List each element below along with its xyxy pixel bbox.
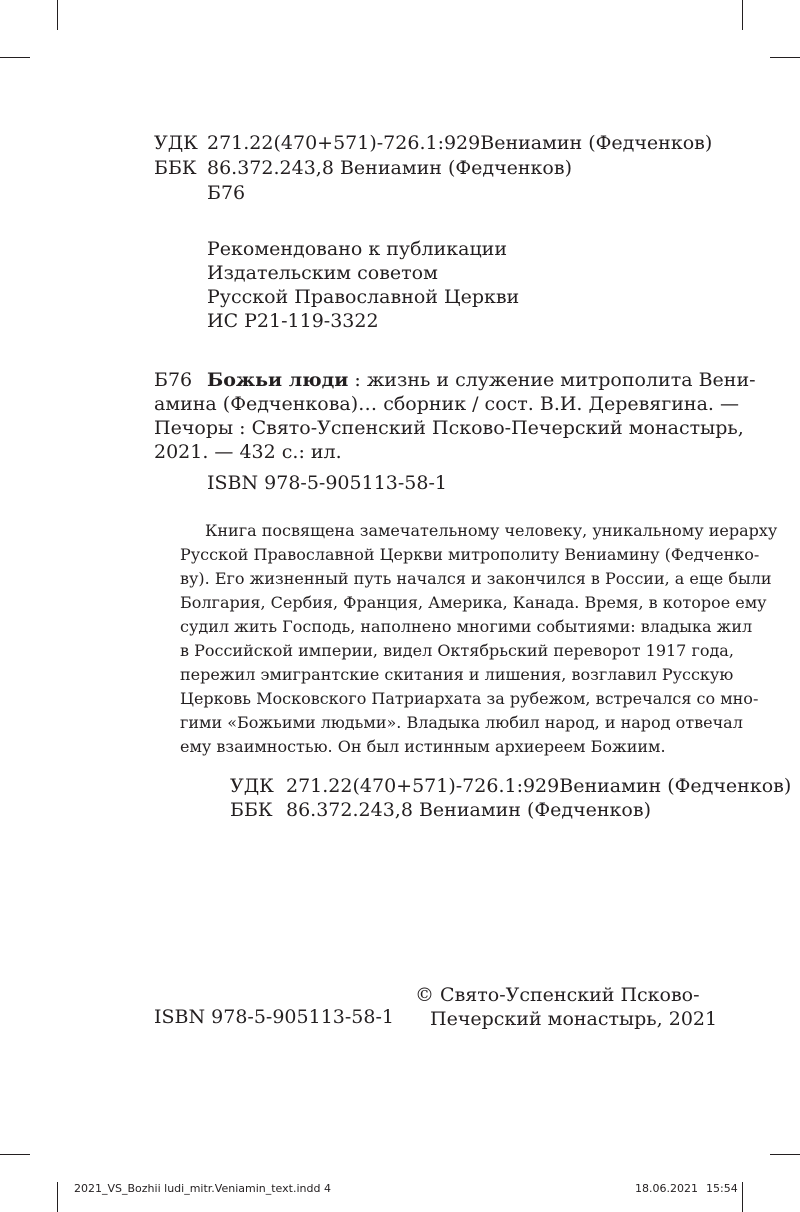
udk-label-2: УДК bbox=[230, 775, 274, 797]
bbk-label-2: ББК bbox=[230, 799, 273, 821]
annotation-line: ву). Его жизненный путь начался и закончился в России, а еще были bbox=[180, 569, 772, 588]
recommendation-line: ИС Р21-119-3322 bbox=[207, 310, 379, 332]
book-title: Божьи люди bbox=[207, 369, 349, 391]
crop-mark-top-right bbox=[742, 0, 743, 30]
udk-label: УДК bbox=[154, 132, 198, 154]
bbk-label: ББК bbox=[154, 157, 197, 179]
crop-mark-bottom-right bbox=[742, 1182, 743, 1212]
footer-isbn: ISBN 978-5-905113-58-1 bbox=[154, 1006, 394, 1028]
recommendation-line: Русской Православной Церкви bbox=[207, 286, 520, 308]
bbk-value: 86.372.243,8 Вениамин (Федченков) bbox=[207, 157, 572, 179]
copyright-line-2: Печерский монастырь, 2021 bbox=[430, 1008, 718, 1030]
catalog-line-2: амина (Федченкова)… сборник / сост. В.И. Деревягина. — bbox=[154, 393, 739, 415]
slug-filename: 2021_VS_Bozhii ludi_mitr.Veniamin_text.indd 4 bbox=[74, 1182, 331, 1195]
catalog-line-1 bbox=[207, 368, 756, 392]
catalog-line-4: 2021. — 432 с.: ил. bbox=[154, 441, 342, 463]
crop-mark-right-bottom bbox=[770, 1154, 800, 1155]
catalog-sign: Б76 bbox=[154, 369, 193, 391]
crop-mark-right-top bbox=[770, 57, 800, 58]
annotation-line: пережил эмигрантские скитания и лишения, возглавил Русскую bbox=[180, 665, 734, 684]
crop-mark-bottom-left bbox=[57, 1182, 58, 1212]
recommendation-line: Рекомендовано к публикации bbox=[207, 238, 508, 260]
annotation-line: Болгария, Сербия, Франция, Америка, Канада. Время, в которое ему bbox=[180, 593, 767, 612]
catalog-line-3: Печоры : Свято-Успенский Псково-Печерский монастырь, bbox=[154, 417, 744, 439]
annotation-line: гими «Божьими людьми». Владыка любил народ, и народ отвечал bbox=[180, 713, 743, 732]
crop-mark-left-bottom bbox=[0, 1154, 30, 1155]
annotation-line: в Российской империи, видел Октябрьский переворот 1917 года, bbox=[180, 641, 734, 660]
annotation-line: Церковь Московского Патриархата за рубежом, встречался со мно- bbox=[180, 689, 759, 708]
catalog-isbn: ISBN 978-5-905113-58-1 bbox=[207, 472, 447, 494]
catalog-line-1-rest: : жизнь и служение митрополита Вени- bbox=[348, 369, 756, 391]
crop-mark-left-top bbox=[0, 57, 30, 58]
slug-time: 15:54 bbox=[706, 1182, 738, 1195]
copyright-line-1: © Свято-Успенский Псково- bbox=[415, 984, 700, 1006]
recommendation-line: Издательским советом bbox=[207, 262, 438, 284]
bbk-value-2: 86.372.243,8 Вениамин (Федченков) bbox=[286, 799, 651, 821]
author-sign: Б76 bbox=[207, 182, 246, 204]
annotation-line: Книга посвящена замечательному человеку, уникальному иерарху bbox=[205, 521, 778, 540]
slug-date: 18.06.2021 bbox=[635, 1182, 698, 1195]
crop-mark-top-left bbox=[57, 0, 58, 30]
udk-value: 271.22(470+571)-726.1:929Вениамин (Федченков) bbox=[207, 132, 713, 154]
udk-value-2: 271.22(470+571)-726.1:929Вениамин (Федченков) bbox=[286, 775, 792, 797]
annotation-line: ему взаимностью. Он был истинным архиереем Божиим. bbox=[180, 737, 666, 756]
annotation-line: судил жить Господь, наполнено многими событиями: владыка жил bbox=[180, 617, 753, 636]
annotation-line: Русской Православной Церкви митрополиту Вениамину (Федченко- bbox=[180, 545, 760, 564]
